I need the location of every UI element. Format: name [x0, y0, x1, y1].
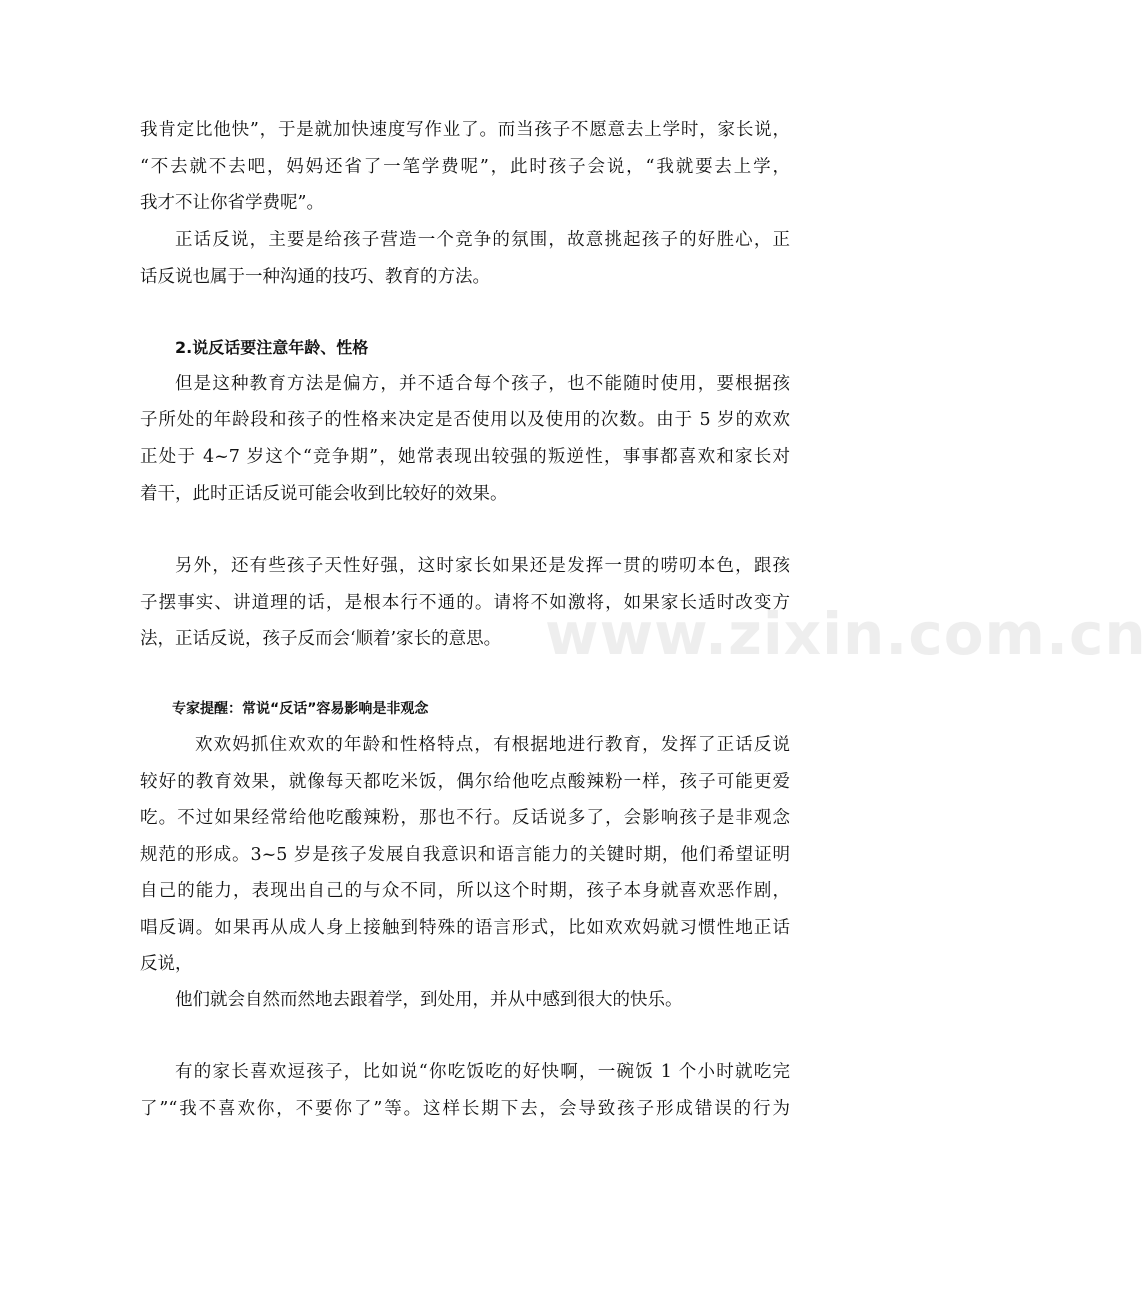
paragraph-line: 正处于 4~7 岁这个“竞争期”，她常表现出较强的叛逆性，事事都喜欢和家长对	[140, 447, 790, 467]
paragraph-line: 我肯定比他快”，于是就加快速度写作业了。而当孩子不愿意去上学时，家长说，	[140, 120, 790, 140]
paragraph-line: 有的家长喜欢逗孩子，比如说“你吃饭吃的好快啊，一碗饭 1 个小时就吃完	[175, 1062, 790, 1082]
paragraph-line: 正话反说，主要是给孩子营造一个竞争的氛围，故意挑起孩子的好胜心，正	[175, 230, 790, 250]
paragraph-line: 唱反调。如果再从成人身上接触到特殊的语言形式，比如欢欢妈就习惯性地正话	[140, 918, 790, 938]
paragraph-line: 我才不让你省学费呢”。	[140, 193, 324, 213]
paragraph-line: 较好的教育效果，就像每天都吃米饭，偶尔给他吃点酸辣粉一样，孩子可能更爱	[140, 772, 790, 792]
paragraph-line: 反说，	[140, 954, 193, 974]
paragraph-line: 了”“我不喜欢你，不要你了”等。这样长期下去，会导致孩子形成错误的行为	[140, 1099, 790, 1119]
paragraph-line: 吃。不过如果经常给他吃酸辣粉，那也不行。反话说多了，会影响孩子是非观念	[140, 808, 790, 828]
paragraph-line: 法，正话反说，孩子反而会‘顺着’家长的意思。	[140, 629, 502, 649]
paragraph-line: 规范的形成。3~5 岁是孩子发展自我意识和语言能力的关键时期，他们希望证明	[140, 845, 790, 865]
paragraph-line: 但是这种教育方法是偏方，并不适合每个孩子，也不能随时使用，要根据孩	[175, 374, 790, 394]
paragraph-line: 子摆事实、讲道理的话，是根本行不通的。请将不如激将，如果家长适时改变方	[140, 593, 790, 613]
paragraph-line: 着干，此时正话反说可能会收到比较好的效果。	[140, 484, 508, 504]
paragraph-line: 子所处的年龄段和孩子的性格来决定是否使用以及使用的次数。由于 5 岁的欢欢	[140, 410, 790, 430]
paragraph-line: “不去就不去吧，妈妈还省了一笔学费呢”，此时孩子会说，“我就要去上学，	[140, 157, 790, 177]
watermark-text: www.zixin.com.cn	[545, 600, 1147, 668]
paragraph-line: 话反说也属于一种沟通的技巧、教育的方法。	[140, 267, 490, 287]
paragraph-line: 欢欢妈抓住欢欢的年龄和性格特点，有根据地进行教育，发挥了正话反说	[195, 735, 790, 755]
paragraph-line: 自己的能力，表现出自己的与众不同，所以这个时期，孩子本身就喜欢恶作剧，	[140, 881, 790, 901]
paragraph-line: 他们就会自然而然地去跟着学，到处用，并从中感到很大的快乐。	[175, 990, 683, 1010]
paragraph-line: 另外，还有些孩子天性好强，这时家长如果还是发挥一贯的唠叨本色，跟孩	[175, 556, 790, 576]
section-heading-age: 2.说反话要注意年龄、性格	[175, 338, 369, 357]
section-heading-expert: 专家提醒：常说“反话”容易影响是非观念	[172, 701, 429, 717]
